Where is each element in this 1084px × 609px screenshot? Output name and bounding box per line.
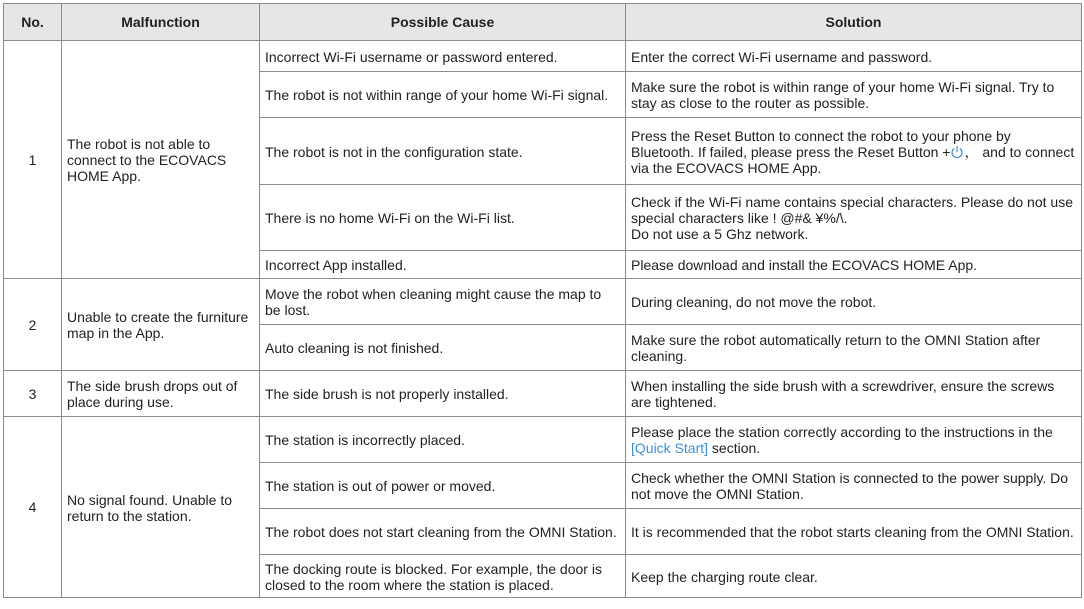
header-no: No. xyxy=(4,4,62,41)
header-malfunction: Malfunction xyxy=(62,4,260,41)
row-number: 2 xyxy=(4,279,62,371)
cause-cell: The robot does not start cleaning from the OMNI Station. xyxy=(260,509,626,555)
table-row xyxy=(4,417,1082,463)
solution-cell: Enter the correct Wi-Fi username and password. xyxy=(626,41,1082,72)
solution-cell: Make sure the robot is within range of your home Wi-Fi signal. Try to stay as close to the router as possible. xyxy=(626,72,1082,118)
solution-cell: Please download and install the ECOVACS HOME App. xyxy=(626,251,1082,279)
header-solution: Solution xyxy=(626,4,1082,41)
cause-cell: The robot is not in the configuration state. xyxy=(260,118,626,185)
cause-cell: There is no home Wi-Fi on the Wi-Fi list. xyxy=(260,185,626,251)
solution-text: ， and to connect via the ECOVACS HOME App. xyxy=(631,143,1075,176)
cause-cell: Auto cleaning is not finished. xyxy=(260,325,626,371)
malfunction-cell: The robot is not able to connect to the ECOVACS HOME App. xyxy=(62,41,260,279)
table-row xyxy=(4,371,1082,417)
quick-start-link[interactable]: [Quick Start] xyxy=(631,440,709,456)
solution-cell: Keep the charging route clear. xyxy=(626,555,1082,598)
solution-cell: During cleaning, do not move the robot. xyxy=(626,279,1082,325)
solution-cell: Make sure the robot automatically return to the OMNI Station after cleaning. xyxy=(626,325,1082,371)
troubleshooting-table xyxy=(3,3,1082,598)
cause-cell: The station is incorrectly placed. xyxy=(260,417,626,463)
malfunction-cell: Unable to create the furniture map in the App. xyxy=(62,279,260,371)
cause-cell: The side brush is not properly installed. xyxy=(260,371,626,417)
solution-cell xyxy=(626,185,1082,251)
malfunction-cell: No signal found. Unable to return to the station. xyxy=(62,417,260,598)
solution-text: section. xyxy=(708,440,761,456)
cause-cell: The station is out of power or moved. xyxy=(260,463,626,509)
solution-text: Check if the Wi-Fi name contains special characters. Please do not use special characters like ! @#& ¥%/\. xyxy=(631,194,1073,226)
malfunction-cell: The side brush drops out of place during use. xyxy=(62,371,260,417)
power-icon xyxy=(950,145,964,159)
row-number: 1 xyxy=(4,41,62,279)
table-row xyxy=(4,279,1082,325)
solution-cell: It is recommended that the robot starts cleaning from the OMNI Station. xyxy=(626,509,1082,555)
cause-cell: The docking route is blocked. For example, the door is closed to the room where the station is placed. xyxy=(260,555,626,598)
solution-text: Press the Reset Button to connect the robot to your phone by Bluetooth. If failed, please press the Reset Button + xyxy=(631,127,1011,160)
solution-cell: Check whether the OMNI Station is connected to the power supply. Do not move the OMNI Station. xyxy=(626,463,1082,509)
solution-cell: When installing the side brush with a screwdriver, ensure the screws are tightened. xyxy=(626,371,1082,417)
cause-cell: The robot is not within range of your home Wi-Fi signal. xyxy=(260,72,626,118)
row-number: 4 xyxy=(4,417,62,598)
cause-cell: Incorrect App installed. xyxy=(260,251,626,279)
cause-cell: Move the robot when cleaning might cause the map to be lost. xyxy=(260,279,626,325)
row-number: 3 xyxy=(4,371,62,417)
table-header-row xyxy=(4,4,1082,41)
solution-cell xyxy=(626,118,1082,185)
cause-cell: Incorrect Wi-Fi username or password entered. xyxy=(260,41,626,72)
solution-cell xyxy=(626,417,1082,463)
solution-text: Do not use a 5 Ghz network. xyxy=(631,226,809,242)
header-possible-cause: Possible Cause xyxy=(260,4,626,41)
solution-text: Please place the station correctly according to the instructions in the xyxy=(631,424,1053,440)
table-row xyxy=(4,41,1082,72)
